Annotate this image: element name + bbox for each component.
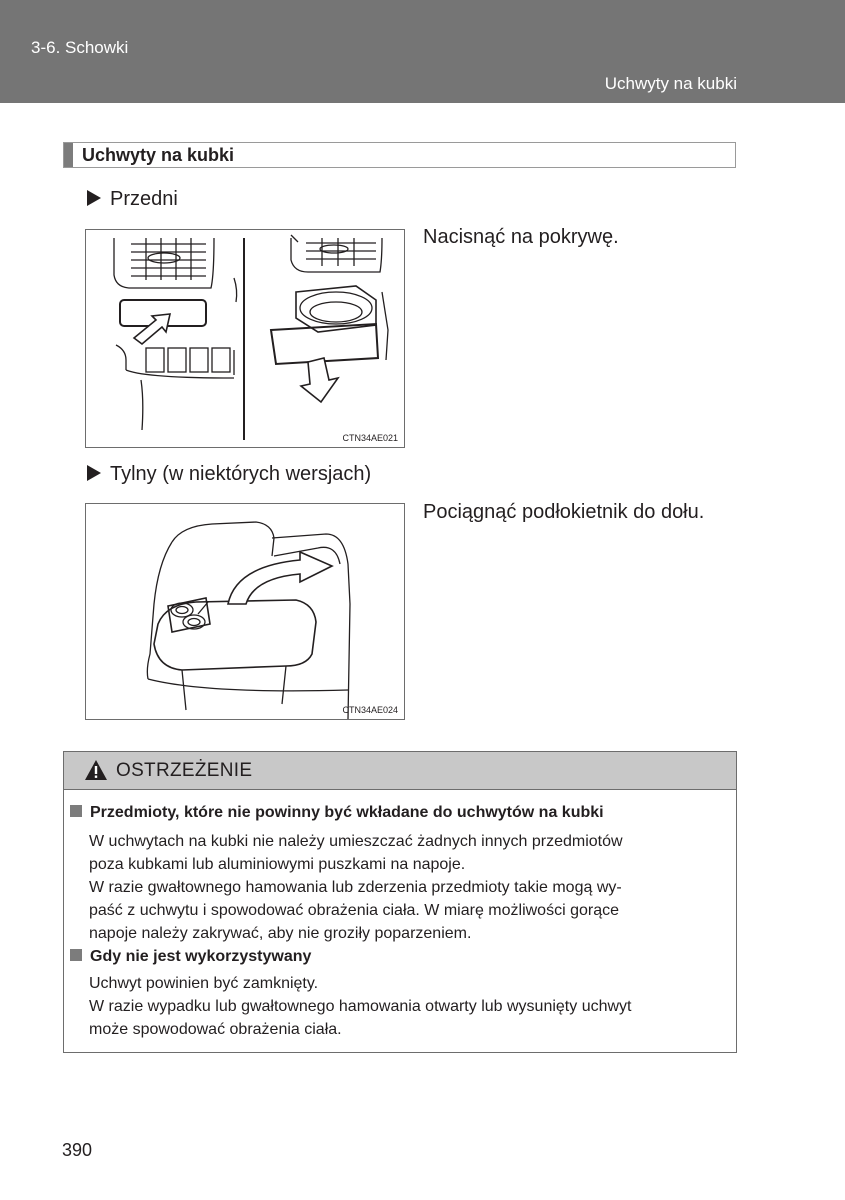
figure-code: CTN34AE024 [342, 705, 398, 715]
section-title-text: Uchwyty na kubki [82, 145, 235, 165]
warning-text-line: W uchwytach na kubki nie należy umieszczać żadnych innych przedmiotów [89, 833, 623, 850]
warning-text-line: napoje należy zakrywać, aby nie groziły poparzeniem. [89, 925, 472, 942]
front-heading-text: Przedni [110, 188, 178, 210]
warning-item-title [70, 948, 311, 966]
chapter-label: 3-6. Schowki [31, 38, 129, 57]
warning-item-title-text: Przedmioty, które nie powinny być wkładane do uchwytów na kubki [90, 804, 604, 821]
square-bullet-icon [70, 805, 82, 817]
section-label: Uchwyty na kubki [604, 74, 737, 93]
rear-heading [87, 463, 371, 486]
page-number: 390 [62, 1140, 93, 1160]
front-instruction: Nacisnąć na pokrywę. [423, 226, 619, 248]
warning-text-line: może spowodować obrażenia ciała. [89, 1021, 342, 1038]
triangle-bullet-icon [87, 465, 101, 481]
warning-text-line: W razie gwałtownego hamowania lub zderzenia przedmioty takie mogą wy- [89, 879, 622, 896]
front-cupholder-illustration [85, 229, 405, 448]
warning-item-title [70, 804, 604, 822]
warning-text-line: paść z uchwytu i spowodować obrażenia ciała. W miarę możliwości gorące [89, 902, 619, 919]
warning-text-line: poza kubkami lub aluminiowymi puszkami na napoje. [89, 856, 466, 873]
figure-code: CTN34AE021 [342, 433, 398, 443]
warning-text-line: Uchwyt powinien być zamknięty. [89, 975, 319, 992]
rear-instruction: Pociągnąć podłokietnik do dołu. [423, 501, 705, 523]
warning-item-title-text: Gdy nie jest wykorzystywany [90, 948, 312, 965]
warning-header [64, 752, 736, 790]
warning-text-line: W razie wypadku lub gwałtownego hamowania otwarty lub wysunięty uchwyt [89, 998, 632, 1015]
warning-box [63, 751, 737, 1053]
page-header [0, 0, 845, 103]
rear-cupholder-illustration [85, 503, 405, 720]
warning-item-text [89, 972, 723, 1041]
front-cupholder-drawing [86, 230, 404, 447]
section-title [63, 142, 736, 168]
warning-item-text [89, 830, 723, 945]
section-title-bar [64, 143, 73, 167]
warning-title: OSTRZEŻENIE [116, 760, 253, 781]
square-bullet-icon [70, 949, 82, 961]
triangle-bullet-icon [87, 190, 101, 206]
rear-armrest-drawing [86, 504, 404, 719]
warning-triangle-icon [84, 759, 108, 781]
rear-heading-text: Tylny (w niektórych wersjach) [110, 463, 372, 485]
front-heading [87, 188, 178, 211]
